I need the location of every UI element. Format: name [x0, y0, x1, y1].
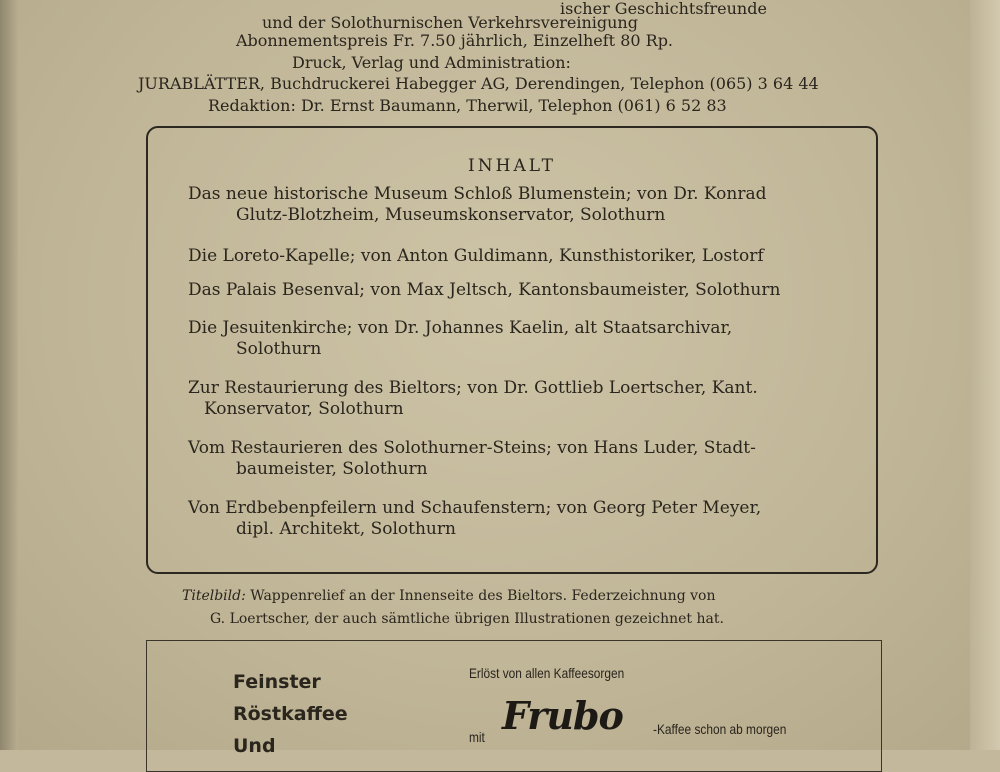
header-line-0: ischer Geschichtsfreunde: [560, 0, 767, 18]
ad-suffix: -Kaffee schon ab morgen: [653, 721, 787, 737]
contents-box: [146, 126, 878, 574]
contents-entry: Die Loreto-Kapelle; von Anton Guldimann, Kunsthistoriker, Lostorf: [188, 246, 764, 266]
cover-caption: Titelbild: Wappenrelief an der Innenseite des Bieltors. Federzeichnung von G. Loertscher, der auch sämtliche übrigen Illustrationen gezeichnet hat.: [182, 588, 724, 627]
contents-entry: Die Jesuitenkirche; von Dr. Johannes Kaelin, alt Staatsarchivar, Solothurn: [188, 318, 733, 359]
ad-mit: mit: [469, 729, 485, 745]
contents-entry: Das Palais Besenval; von Max Jeltsch, Kantonsbaumeister, Solothurn: [188, 280, 781, 300]
ad-left-line-2: Röstkaffee: [233, 703, 348, 725]
page-left-edge: [0, 0, 18, 750]
header-line-1: und der Solothurnischen Verkehrsvereinigung: [262, 13, 638, 32]
contents-entry: Zur Restaurierung des Bieltors; von Dr. Gottlieb Loertscher, Kant. Konservator, Solothurn: [188, 378, 758, 419]
frubo-logo: Frubo: [502, 693, 623, 738]
contents-entry: Von Erdbebenpfeilern und Schaufenstern; von Georg Peter Meyer, dipl. Architekt, Solothurn: [188, 498, 762, 539]
contents-entry: Das neue historische Museum Schloß Blumenstein; von Dr. Konrad Glutz-Blotzheim, Museumskonservator, Solothurn: [188, 184, 767, 225]
contents-entry: Vom Restaurieren des Solothurner-Steins; von Hans Luder, Stadt- baumeister, Solothurn: [188, 438, 756, 479]
header-line-5: Redaktion: Dr. Ernst Baumann, Therwil, Telephon (061) 6 52 83: [208, 96, 727, 115]
coffee-advertisement: [146, 640, 882, 772]
contents-title: INHALT: [468, 156, 556, 176]
ad-left-line-3: Und: [233, 735, 276, 757]
ad-tagline: Erlöst von allen Kaffeesorgen: [469, 665, 625, 681]
ad-left-line-1: Feinster: [233, 671, 321, 693]
header-line-4: JURABLÄTTER, Buchdruckerei Habegger AG, Derendingen, Telephon (065) 3 64 44: [138, 74, 819, 93]
header-line-2: Abonnementspreis Fr. 7.50 jährlich, Einzelheft 80 Rp.: [236, 31, 674, 50]
header-line-3: Druck, Verlag und Administration:: [292, 53, 571, 72]
page-right-edge: [970, 0, 1000, 750]
caption-label: Titelbild:: [182, 588, 246, 604]
